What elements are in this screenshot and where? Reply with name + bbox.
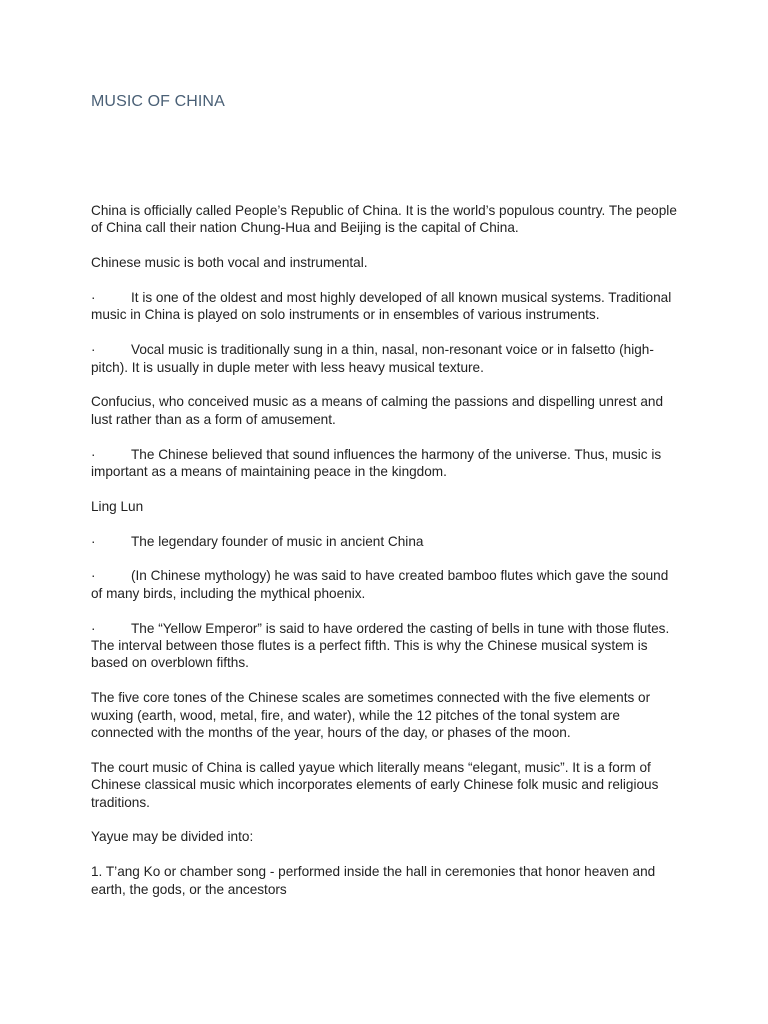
bullet-dot-icon: · [91,568,96,584]
section-heading-text: Ling Lun [91,498,144,514]
paragraph-6-text: Yayue may be divided into: [91,829,254,845]
bullet-dot-icon: · [91,290,96,305]
bullet-item-6-text: The “Yellow Emperor” is said to have ordered the casting of bells in tune with those flutes. The interval between those flutes is a perfect fifth. This is why the Chinese musical system is based on overblown fifths. [91,620,670,671]
bullet-item-4 [91,533,681,550]
paragraph-6 [91,828,681,845]
paragraph-2 [91,254,681,271]
paragraph-2-text: Chinese music is both vocal and instrumental. [91,255,368,271]
paragraph-7-text: 1. T’ang Ko or chamber song - performed inside the hall in ceremonies that honor heaven and earth, the gods, or the ancestors [91,864,656,897]
paragraph-5 [91,759,681,811]
bullet-item-1 [91,289,681,324]
document-title: MUSIC OF CHINA [91,93,225,110]
paragraph-3 [91,393,681,428]
bullet-dot-icon: · [91,620,96,636]
paragraph-1-text: China is officially called People’s Republic of China. It is the world’s populous country. The people of China call their nation Chung-Hua and Beijing is the capital of China. [91,203,677,236]
bullet-item-2 [91,341,681,376]
paragraph-5-text: The court music of China is called yayue which literally means “elegant, music”. It is a form of Chinese classical music which incorporates elements of early Chinese folk music and religious traditions. [91,759,659,810]
bullet-item-3-text: The Chinese believed that sound influences the harmony of the universe. Thus, music is important as a means of maintaining peace in the kingdom. [91,446,662,480]
paragraph-4-text: The five core tones of the Chinese scales are sometimes connected with the five elements or wuxing (earth, wood, metal, fire, and water), while the 12 pitches of the tonal system are connected with the months of the year, hours of the day, or phases of the moon. [91,690,651,741]
bullet-item-5 [91,567,681,602]
paragraph-3-text: Confucius, who conceived music as a means of calming the passions and dispelling unrest and lust rather than as a form of amusement. [91,394,664,427]
bullet-item-5-text: (In Chinese mythology) he was said to have created bamboo flutes which gave the sound of many birds, including the mythical phoenix. [91,568,669,601]
paragraph-4 [91,689,681,741]
bullet-item-3 [91,446,681,481]
bullet-dot-icon: · [91,342,96,358]
bullet-item-6 [91,620,681,672]
bullet-item-1-text: It is one of the oldest and most highly developed of all known musical systems. Traditional music in China is played on solo instruments or in ensembles of various instruments. [91,290,672,323]
paragraph-7 [91,863,681,898]
paragraph-1 [91,202,681,237]
bullet-item-4-text: The legendary founder of music in ancient China [131,533,424,549]
bullet-item-2-text: Vocal music is traditionally sung in a thin, nasal, non-resonant voice or in falsetto (high-pitch). It is usually in duple meter with less heavy musical texture. [91,342,654,375]
bullet-dot-icon: · [91,446,96,462]
bullet-dot-icon: · [91,533,96,549]
document-body [91,202,681,915]
section-heading-ling-lun [91,498,681,515]
